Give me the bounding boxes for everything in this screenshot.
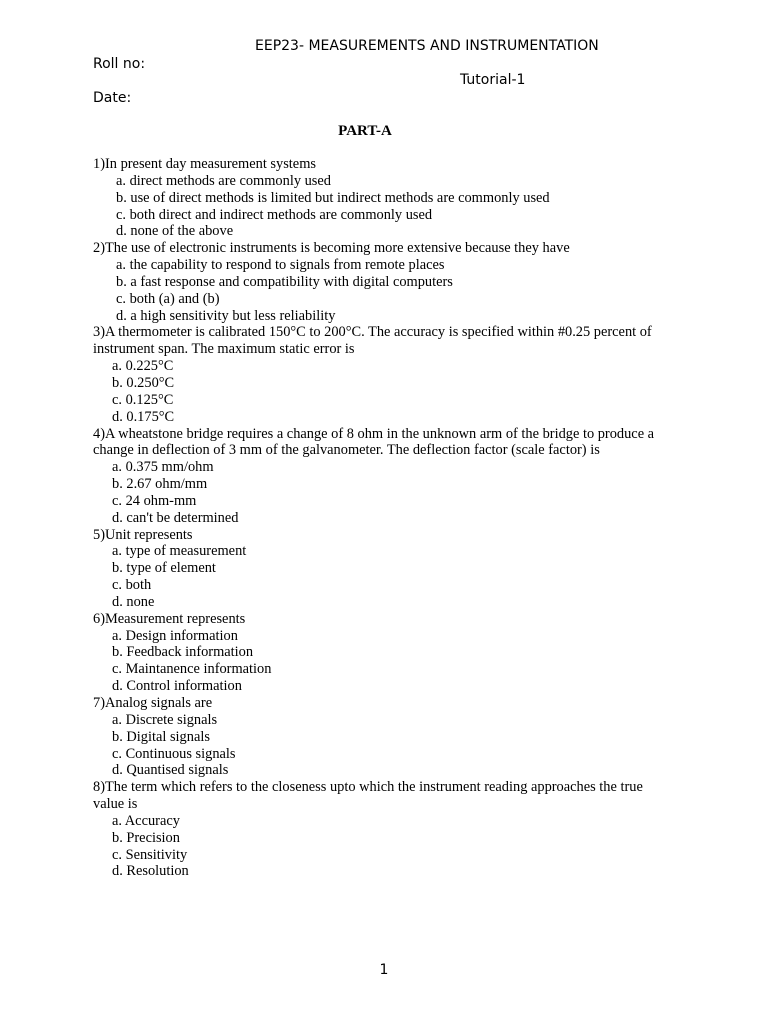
option-d: d. none of the above	[116, 223, 234, 240]
option-list	[93, 813, 668, 880]
option-c: c. both (a) and (b)	[116, 290, 220, 307]
question-text: 8)The term which refers to the closeness upto which the instrument reading approaches the true value is	[93, 779, 643, 813]
option-c: c. 0.125°C	[112, 391, 174, 408]
option-b: b. 0.250°C	[112, 374, 175, 391]
option-b: b. Feedback information	[112, 644, 254, 661]
option-c: c. both	[112, 577, 152, 594]
question-list	[93, 156, 668, 880]
question-3	[93, 324, 668, 425]
option-b: b. Precision	[112, 829, 180, 846]
option-d: d. can't be determined	[112, 509, 239, 526]
course-title: EEP23- MEASUREMENTS AND INSTRUMENTATION	[255, 38, 599, 54]
option-list	[93, 712, 668, 779]
option-a: a. direct methods are commonly used	[116, 172, 331, 189]
option-c: c. Maintanence information	[112, 661, 272, 678]
question-text: 1)In present day measurement systems	[93, 156, 316, 172]
question-7	[93, 695, 668, 779]
option-d: d. Quantised signals	[112, 762, 229, 779]
question-1	[93, 156, 668, 240]
option-b: b. type of element	[112, 560, 216, 577]
option-d: d. Control information	[112, 678, 242, 695]
question-8	[93, 779, 668, 880]
option-a: a. 0.375 mm/ohm	[112, 459, 214, 476]
option-c: c. Continuous signals	[112, 745, 236, 762]
option-a: a. Design information	[112, 627, 238, 644]
option-c: c. both direct and indirect methods are commonly used	[116, 206, 433, 223]
question-text: 4)A wheatstone bridge requires a change of 8 ohm in the unknown arm of the bridge to produce a change in deflection of 3 mm of the galvanometer. The deflection factor (scale factor) is	[93, 425, 655, 459]
date-label: Date:	[93, 90, 132, 106]
question-text: 7)Analog signals are	[93, 695, 213, 711]
question-text: 2)The use of electronic instruments is becoming more extensive because they have	[93, 240, 570, 257]
option-b: b. 2.67 ohm/mm	[112, 476, 208, 493]
option-list	[93, 628, 668, 695]
option-b: b. a fast response and compatibility with digital computers	[116, 273, 453, 290]
option-b: b. Digital signals	[112, 728, 210, 745]
question-text: 3)A thermometer is calibrated 150°C to 200°C. The accuracy is specified within #0.25 percent of instrument span. The maximum static error is	[93, 324, 652, 358]
option-c: c. Sensitivity	[112, 846, 188, 863]
roll-no-label: Roll no:	[93, 56, 146, 72]
option-a: a. type of measurement	[112, 543, 247, 560]
option-list	[93, 543, 668, 610]
option-d: d. Resolution	[112, 863, 189, 880]
question-text: 5)Unit represents	[93, 526, 193, 543]
question-text: 6)Measurement represents	[93, 610, 246, 627]
option-list	[93, 257, 668, 324]
question-5	[93, 527, 668, 611]
option-list	[93, 358, 668, 425]
option-list	[93, 173, 668, 240]
option-b: b. use of direct methods is limited but indirect methods are commonly used	[116, 189, 550, 206]
option-a: a. Accuracy	[112, 812, 180, 829]
option-list	[93, 459, 668, 526]
option-c: c. 24 ohm-mm	[112, 492, 197, 509]
option-d: d. none	[112, 593, 155, 610]
option-a: a. Discrete signals	[112, 711, 218, 728]
question-2	[93, 240, 668, 324]
option-a: a. the capability to respond to signals from remote places	[116, 257, 445, 274]
page-number: 1	[379, 962, 389, 978]
section-heading: PART-A	[338, 123, 392, 139]
option-a: a. 0.225°C	[112, 358, 174, 375]
tutorial-label: Tutorial-1	[460, 72, 526, 88]
option-d: d. a high sensitivity but less reliability	[116, 307, 336, 324]
question-6	[93, 611, 668, 695]
question-4	[93, 426, 668, 527]
option-d: d. 0.175°C	[112, 408, 175, 425]
